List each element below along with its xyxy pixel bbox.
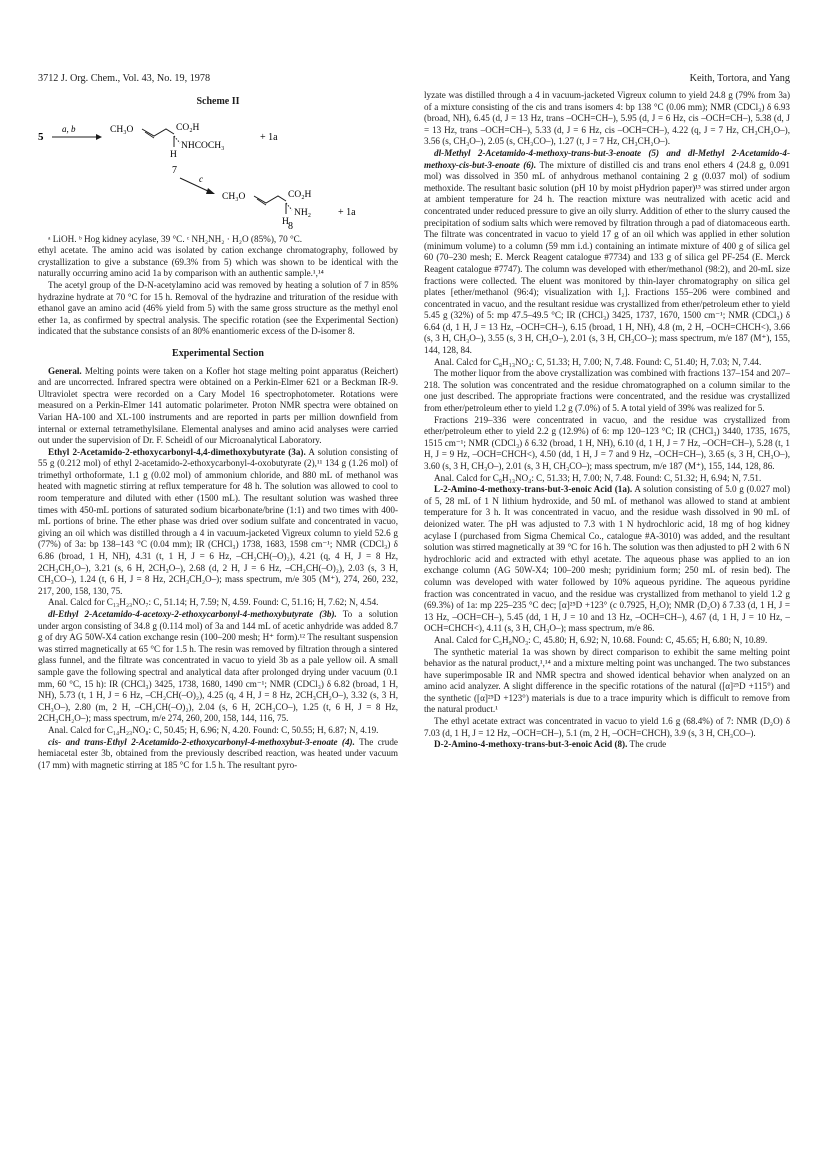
right-column (424, 90, 790, 1145)
run-head-8: D-2-Amino-4-methoxy-trans-but-3-enoic Acid (8). (434, 739, 628, 750)
paragraph-ethyl-acetate: The ethyl acetate extract was concentrated in vacuo to yield 1.6 g (68.4%) of 7: NMR (D₂O) δ 7.03 (d, 1 H, J = 12 Hz, –OCH=CH–), 5.1 (m, 2 H, –OCH=CHCH), 3.9 (s, 3 H, CH₃CO–). (424, 716, 790, 738)
run-head-3a: Ethyl 2-Acetamido-2-ethoxycarbonyl-4,4-dimethoxybutyrate (3a). (48, 446, 306, 457)
compound-5-label: 5 (38, 130, 44, 143)
hydrogen-label-1: H (170, 149, 177, 160)
paragraph-mother-liquor: The mother liquor from the above crystallization was combined with fractions 137–154 and 207–218. The solution was concentrated and the residue chromatographed on a column similar to the one just described. The appropriate fractions were concentrated, and the residue was crystallized from ether/petroleum ether to yield 1.2 g (7.0%) of 5. A total yield of 39% was realized for 5. (424, 368, 790, 414)
scheme-title: Scheme II (196, 96, 240, 107)
reaction-arrowhead-1 (96, 134, 102, 140)
text-1a: A solution consisting of 5.0 g (0.027 mol) of 5, 28 mL of 1 N lithium hydroxide, and 50 mL of methanol was allowed to stand at ambient temperature for 3 h. It was concentrated in vacuo, and the residue wash dissolved in 90 mL of deionized water. The pH was adjusted to 7.3 with 1 N hydrochloric acid, 18 mg of hog kidney acylase I (purchased from Sigma Chemical Co., catalogue #A-3010) was added, and the resultant solution was stirred magnetically at 39 °C for 16 h. The solution was then adjusted to pH 2 with 6 N hydrochloric acid and extracted with ethyl acetate. The aqueous phase was applied to an ion exchange column (AG 50W-X4; 100–200 mesh; pyridinium form; 250 mL of resin bed). The column was developed with water followed by 10% aqueous pyridine. The aqueous pyridine fraction was concentrated in vacuo, and the residue was crystallized from methanol to yield 1.2 g (69.3%) of 1a: mp 225–235 °C dec; [α]²⁵D +123° (c 0.7925, H₂O); NMR (D₂O) δ 7.33 (d, 1 H, J = 13 Hz, –OCH=CH–), 5.45 (dd, 1 H, J = 10 and 13 Hz, –OCH=CH–), 4.67 (d, 1 H, J = 10 Hz, –OCH=CHCH<), 4.11 (s, 3 H, CH₃O–); mass spectrum, m/e 86. (424, 484, 790, 634)
reaction-arrowhead-2 (206, 188, 215, 194)
analysis-6: Anal. Calcd for C₈H₁₃NO₄: C, 51.33; H, 7.00; N, 7.48. Found: C, 51.32; H, 6.94; N, 7.51. (434, 472, 762, 483)
run-head-1a: L-2-Amino-4-methoxy-trans-but-3-enoic Acid (1a). (434, 484, 633, 495)
author-list: Keith, Tortora, and Yang (689, 73, 790, 84)
text-4: The crude hemiacetal ester 3b, obtained from the previously described reaction, was heated under vacuum (17 mm) with magnetic stirring at 185 °C for 1.5 h. The resultant pyro- (38, 736, 398, 770)
paragraph-general (38, 366, 398, 447)
paragraph-compound-8 (424, 739, 790, 751)
carboxyl-group-1: CO₂H (176, 122, 200, 133)
product-1a-1: + 1a (260, 131, 278, 143)
compound-8-label: 8 (288, 220, 293, 230)
acetamido-group: NHCOCH₃ (181, 140, 225, 151)
journal-citation: 3712 J. Org. Chem., Vol. 43, No. 19, 1978 (38, 73, 211, 84)
scheme-footnote: ᵃ LiOH. ᵇ Hog kidney acylase, 39 °C. ᶜ NH₂NH₂ · H₂O (85%), 70 °C. (48, 233, 303, 244)
text-8: The crude (627, 739, 667, 750)
paragraph-compound-3b (38, 609, 398, 725)
methoxy-group-2: CH₃O (222, 191, 246, 202)
methoxy-group-1: CH₃O (110, 124, 134, 135)
paragraph-synthetic: The synthetic material 1a was shown by direct comparison to exhibit the same melting point behavior as the natural product,¹,¹⁴ and a mixture melting point was unchanged. The two substances have superimposable IR and NMR spectra and showed identical behavior when analyzed on an amino acid analyzer. A slight difference in the specific rotations of the natural ([α]²⁵D +115°) and the synthetic ([α]²⁵D +123°) materials is due to a trace impurity which is difficult to remove from the natural product.¹ (424, 646, 790, 715)
text-3a: A solution consisting of 55 g (0.212 mol) of ethyl 2-acetamido-2-ethoxycarbonyl-4-oxobutyrate (2),¹¹ 134 g (1.26 mol) of trimethyl orthoformate, 1.1 g (0.02 mol) of ammonium chloride, and 880 mL of methanol was heated with magnetic stirring at reflux temperature for 48 h. The solution was allowed to cool to room temperature and diluted with ether (1500 mL). The resultant solution was washed three times with 450-mL portions of saturated sodium bicarbonate/brine (1:1) and two times with 400-mL portions of brine. The ether phase was dried over sodium sulfate and concentrated in vacuo, giving an oil which was distilled through a 4 in vacuum-jacketed Vigreux column to yield 52.6 g (77%) of 3a: bp 138–143 °C (0.04 mm); IR (CHCl₃) 1738, 1683, 1598 cm⁻¹; NMR (CDCl₃) δ 6.86 (broad, 1 H, NH), 4.31 (t, 1 H, J = 6 Hz, –CH₂CH(–O)₂), 4.21 (q, 4 H, J = 8 Hz, 2CH₃CH₂O–), 3.21 (s, 6 H, 2CH₃O–), 2.68 (d, 2 H, J = 6 Hz, –CH₂CH(–O)₂), 2.03 (s, 3 H, CH₃CO–), 1.24 (t, 6 H, J = 8 Hz, 2CH₃CH₂O–); mass spectrum, m/e 305 (M⁺), 274, 260, 232, 217, 200, 158, 130, 75. (38, 446, 398, 596)
run-head-4: cis- and trans-Ethyl 2-Acetamido-2-ethoxycarbonyl-4-methoxybut-3-enoate (4). (48, 736, 355, 747)
alkene-chain-2 (254, 196, 286, 203)
analysis-5: Anal. Calcd for C₈H₁₃NO₄: C, 51.33; H, 7.00; N, 7.48. Found: C, 51.40; H, 7.03; N, 7.44. (434, 356, 762, 367)
amide-bond-1 (174, 136, 180, 143)
product-1a-2: + 1a (338, 206, 356, 218)
paragraph-acetyl-removal: The acetyl group of the D-N-acetylamino acid was removed by heating a solution of 7 in 85% hydrazine hydrate at 70 °C for 15 h. Removal of the hydrazine and trituration of the residue with ethanol gave an amino acid (46% yield from 5) with the same gross structure as the methyl enol ether 1a, as confirmed by spectral analysis. The specific rotation (see the Experimental Section) indicated that the substance consists of an 80% enantiomeric excess of the D-isomer 8. (38, 279, 398, 337)
run-head-general: General. (48, 365, 82, 376)
compound-7-label: 7 (172, 164, 177, 176)
analysis-3b: Anal. Calcd for C₁₄H₂₃NO₈: C, 50.45; H, 6.96; N, 4.20. Found: C, 50.55; H, 6.87; N, 4.19. (48, 724, 379, 735)
amino-group: NH₂ (294, 207, 312, 218)
paragraph-compound-4 (38, 737, 398, 772)
run-head-3b: dl-Ethyl 2-Acetamido-4-acetoxy-2-ethoxycarbonyl-4-methoxybutyrate (3b). (48, 609, 337, 619)
alkene-chain-1 (142, 129, 174, 136)
hydrogen-label-2: H (282, 216, 289, 227)
running-header (38, 73, 790, 89)
reaction-arrow-2 (180, 178, 210, 192)
carboxyl-group-2: CO₂H (288, 189, 312, 200)
section-title: Experimental Section (172, 347, 264, 359)
reagents-ab: a, b (62, 123, 76, 134)
amine-bond (286, 203, 292, 210)
run-head-5-6: dl-Methyl 2-Acetamido-4-methoxy-trans-but-3-enoate (5) and dl-Methyl 2-Acetamido-4-methoxy-cis-but-3-enoate (6). (424, 147, 790, 170)
text-general: Melting points were taken on a Kofler hot stage melting point apparatus (Reichert) and are uncorrected. Infrared spectra were obtained on a Perkin-Elmer 621 or a Beckman IR-9. Ultraviolet spectra were recorded on a Cary Model 16 spectrophotometer. Rotations were measured on a Perkin-Elmer 141 automatic polarimeter. Proton NMR spectra were obtained on Varian HA-100 and XL-100 instruments and are reported in parts per million downfield from internal or external tetramethylsilane. Elemental analyses and amino acid analyses were carried out under the supervision of Dr. F. Scheidl of our Microanalytical Laboratory. (38, 365, 398, 446)
paragraph-fractions: Fractions 219–336 were concentrated in vacuo, and the residue was crystallized from ether/petroleum ether to yield 2.2 g (12.9%) of 6: mp 120–123 °C; IR (CHCl₃) 3440, 1735, 1675, 1515 cm⁻¹; NMR (CDCl₃) δ 6.32 (broad, 1 H, NH), 6.10 (d, 1 H, J = 7 Hz, –OCH=CH–), 5.28 (t, 1 H, J = 9 Hz, –OCH=CHCH<), 4.50 (dd, 1 H, J = 7 and 9 Hz, –OCH=CH–), 3.65 (s, 3 H, CH₃O–), 3.60 (s, 3 H, CH₃O–), 2.01 (s, 3 H, CH₃CO–); mass spectrum, m/e 187 (M⁺), 155, 144, 128, 86. (424, 414, 790, 471)
text-3b: To a solution under argon consisting of 34.8 g (0.114 mol) of 3a and 144 mL of acetic anhydride was added 8.7 g of dry AG 50W-X4 cation exchange resin (100–200 mesh; H⁺ form).¹² The resultant suspension was stirred magnetically at 65 °C for 1.5 h. The resin was removed by filtration through a sintered glass funnel, and the filtrate was concentrated in vacuo to yield 3b as a pale yellow oil. A small sample gave the following spectral and analytical data after prolonged drying under vacuum (0.1 mm, 60 °C, 15 h): IR (CHCl₃) 3425, 1738, 1680, 1490 cm⁻¹; NMR (CDCl₃) δ 6.82 (broad, 1 H, NH), 5.73 (t, 1 H, J = 6 Hz, –CH₂CH(–O)₂), 4.25 (q, 4 H, J = 8 Hz, 2CH₃CH₂O–), 3.32 (s, 3 H, CH₃O–), 2.80 (m, 2 H, –CH₂CH(–O)₂), 2.04 (s, 6 H, 2CH₃CO–), 1.25 (t, 6 H, J = 8 Hz, 2CH₃CH₂O–); mass spectrum, m/e 274, 260, 200, 158, 144, 116, 75. (38, 609, 398, 724)
reagent-c: c (199, 173, 203, 184)
paragraph-compound-1a (424, 484, 790, 635)
left-column (38, 90, 398, 1145)
paragraph-isolation: ethyl acetate. The amino acid was isolated by cation exchange chromatography, followed by crystallization to give a substance (69.3% from 5) which was shown to be identical with the naturally occurring amino acid 1a by comparison with an authentic sample.¹,¹⁴ (38, 245, 398, 279)
analysis-3a: Anal. Calcd for C₁₃H₂₃NO₇: C, 51.14; H, 7.59; N, 4.59. Found: C, 51.16; H, 7.62; N, 4.54. (48, 597, 379, 608)
text-5-6: The mixture of distilled cis and trans enol ethers 4 (24.8 g, 0.091 mol) was dissolved in 350 mL of anhydrous methanol containing 2 g (0.037 mol) of sodium methoxide. The resultant basic solution (pH 10 by moist pHydrion paper)¹³ was stirred under argon at ambient temperature for 24 h. The reaction mixture was neutralized with acetic acid and concentrated under reduced pressure to give an oily slurry. Addition of ether to the slurry caused the precipitation of sodium salts which were removed by filtration through a pad of diatomaceous earth. The filtrate was concentrated in vacuo to yield 17 g of an oil which was applied in ether solution (minimum volume) to a column (59 mm i.d.) containing an intimate mixture of 400 g of silica gel 60 (70–230 mesh; E. Merck Reagent catalogue #7734) and 133 g of silica gel PF-254 (E. Merck Reagent catalogue #7747). The column was developed with ether/methanol (98:2), and 20-mL size fractions were collected. The eluent was monitored by thin-layer chromatography on silica gel plates [ether/methanol (96:4); visualization with I₂]. Fractions 155–206 were combined and concentrated in vacuo, and the resultant residue was crystallized from ether/petroleum ether to yield 5.45 g (32%) of 5: mp 47.5–49.5 °C; IR (CHCl₃) 3425, 1737, 1670, 1500 cm⁻¹; NMR (CDCl₃) δ 6.64 (d, 1 H, J = 13 Hz, –OCH=CH–), 6.15 (broad, 1 H, NH), 4.8 (m, 2 H, –OCH=CHCH<), 3.66 (s, 3 H, CH₃O–), 3.55 (s, 3 H, CH₃O–), 2.01 (s, 3 H, CH₃CO–); mass spectrum, m/e 187 (M⁺), 155, 144, 128, 84. (424, 159, 790, 356)
analysis-1a: Anal. Calcd for C₅H₉NO₃: C, 45.80; H, 6.92; N, 10.68. Found: C, 45.65; H, 6.80; N, 10.89. (434, 634, 768, 645)
paragraph-compound-3a (38, 447, 398, 598)
reaction-scheme (38, 110, 398, 230)
paragraph-pyrolyzate: lyzate was distilled through a 4 in vacuum-jacketed Vigreux column to yield 24.8 g (79% from 3a) of a mixture consisting of the cis and trans isomers 4: bp 138 °C (0.06 mm); NMR (CDCl₃) δ 6.93 (broad, NH), 6.45 (d, J = 13 Hz, trans –OCH=CH–), 5.95 (d, J = 6 Hz, cis –OCH=CH–), 5.38 (d, J = 13 Hz, trans –OCH=CH–), 5.33 (d, J = 6 Hz, cis –OCH=CH–), 4.22 (q, J = 7 Hz, CH₃CH₂O–), 3.56 (s, CH₃O–), 2.05 (s, CH₃CO–), 1.27 (t, J = 7 Hz, CH₃CH₂O–). (424, 90, 790, 147)
paragraph-compounds-5-6 (424, 148, 790, 357)
